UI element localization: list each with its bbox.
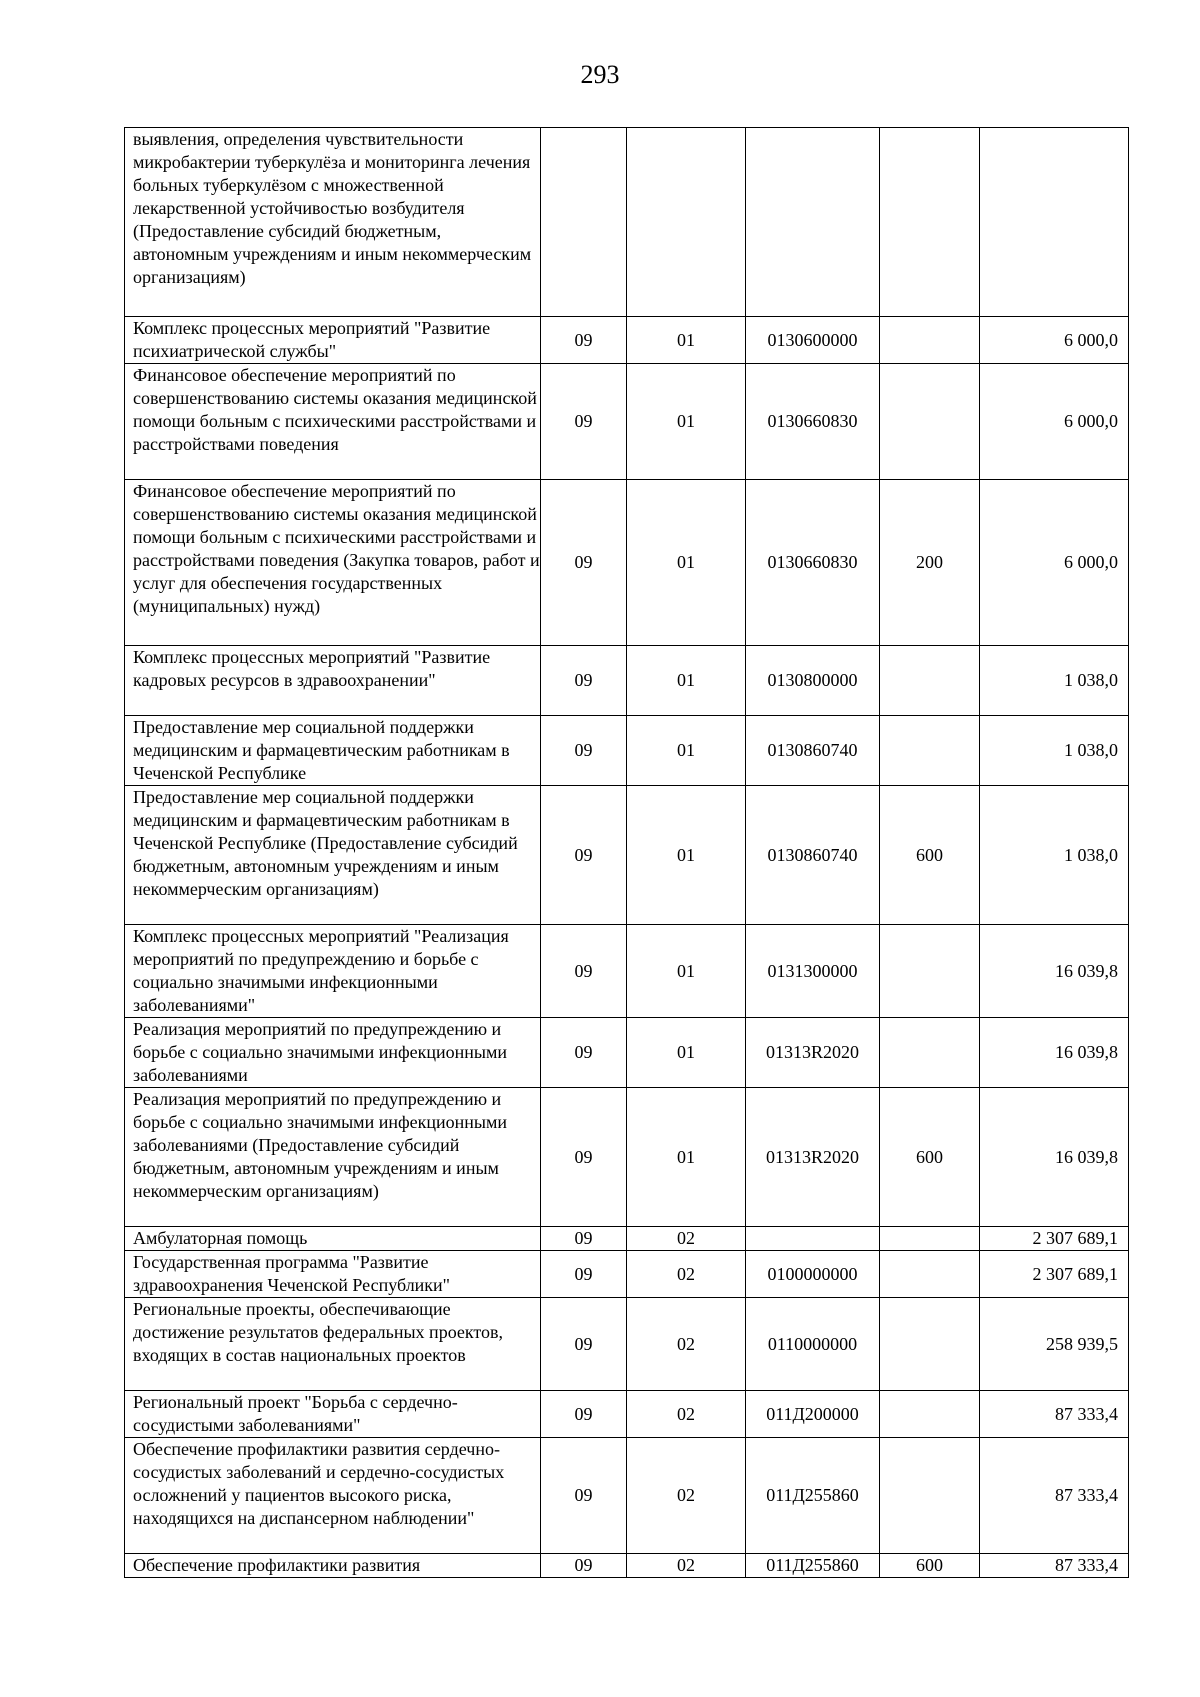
- cell-expense-type: [880, 317, 980, 364]
- cell-section: 09: [541, 1227, 627, 1251]
- cell-name: Государственная программа "Развитие здравоохранения Чеченской Республики": [125, 1251, 541, 1298]
- table-body: [125, 128, 1129, 1578]
- cell-name: Предоставление мер социальной поддержки медицинским и фармацевтическим работникам в Чеченской Республике: [125, 716, 541, 786]
- table-row: [125, 317, 1129, 364]
- cell-subsection: 01: [627, 716, 746, 786]
- table-row: [125, 1438, 1129, 1554]
- cell-amount: [980, 128, 1129, 317]
- cell-name: Реализация мероприятий по предупреждению и борьбе с социально значимыми инфекционными заболеваниями: [125, 1018, 541, 1088]
- table-row: [125, 1391, 1129, 1438]
- cell-name: Комплекс процессных мероприятий "Реализация мероприятий по предупреждению и борьбе с социально значимыми инфекционными заболеваниями": [125, 925, 541, 1018]
- cell-target-article: [746, 128, 880, 317]
- cell-amount: 6 000,0: [980, 317, 1129, 364]
- cell-section: 09: [541, 1391, 627, 1438]
- cell-subsection: 02: [627, 1438, 746, 1554]
- cell-target-article: 0130800000: [746, 646, 880, 716]
- cell-section: 09: [541, 1251, 627, 1298]
- cell-section: 09: [541, 646, 627, 716]
- cell-target-article: 011Д200000: [746, 1391, 880, 1438]
- cell-section: 09: [541, 1554, 627, 1578]
- cell-amount: 87 333,4: [980, 1438, 1129, 1554]
- cell-expense-type: 600: [880, 1088, 980, 1227]
- cell-amount: 6 000,0: [980, 364, 1129, 480]
- cell-section: 09: [541, 364, 627, 480]
- page-number: 293: [580, 60, 620, 89]
- cell-expense-type: [880, 1298, 980, 1391]
- cell-amount: 87 333,4: [980, 1554, 1129, 1578]
- cell-target-article: 0131300000: [746, 925, 880, 1018]
- cell-amount: 16 039,8: [980, 1018, 1129, 1088]
- cell-amount: 1 038,0: [980, 646, 1129, 716]
- cell-target-article: 0130660830: [746, 364, 880, 480]
- table-row: [125, 786, 1129, 925]
- cell-expense-type: 600: [880, 1554, 980, 1578]
- table-row: [125, 364, 1129, 480]
- cell-name: Комплекс процессных мероприятий "Развитие психиатрической службы": [125, 317, 541, 364]
- cell-expense-type: [880, 716, 980, 786]
- table-row: [125, 646, 1129, 716]
- budget-table: [124, 127, 1129, 1578]
- cell-expense-type: [880, 364, 980, 480]
- cell-expense-type: [880, 1391, 980, 1438]
- table-row: [125, 716, 1129, 786]
- table-row: [125, 1227, 1129, 1251]
- cell-subsection: 02: [627, 1251, 746, 1298]
- cell-target-article: 0130860740: [746, 716, 880, 786]
- cell-name: Предоставление мер социальной поддержки медицинским и фармацевтическим работникам в Чеченской Республике (Предоставление субсидий бюджетным, автономным учреждениям и иным некоммерческим организациям): [125, 786, 541, 925]
- table-row: [125, 480, 1129, 646]
- cell-subsection: 01: [627, 646, 746, 716]
- cell-amount: 1 038,0: [980, 786, 1129, 925]
- cell-subsection: 01: [627, 925, 746, 1018]
- cell-subsection: 01: [627, 364, 746, 480]
- cell-subsection: 01: [627, 480, 746, 646]
- cell-name: Финансовое обеспечение мероприятий по совершенствованию системы оказания медицинской помощи больным с психическими расстройствами и расстройствами поведения: [125, 364, 541, 480]
- cell-target-article: 0130600000: [746, 317, 880, 364]
- table-row: [125, 1018, 1129, 1088]
- cell-subsection: 01: [627, 786, 746, 925]
- cell-name: Амбулаторная помощь: [125, 1227, 541, 1251]
- cell-subsection: 02: [627, 1391, 746, 1438]
- cell-subsection: 02: [627, 1554, 746, 1578]
- cell-target-article: 0100000000: [746, 1251, 880, 1298]
- cell-subsection: [627, 128, 746, 317]
- cell-target-article: 0110000000: [746, 1298, 880, 1391]
- table-row: [125, 1298, 1129, 1391]
- cell-expense-type: 600: [880, 786, 980, 925]
- cell-expense-type: [880, 925, 980, 1018]
- table-row: [125, 925, 1129, 1018]
- cell-target-article: [746, 1227, 880, 1251]
- cell-section: 09: [541, 716, 627, 786]
- table-row: [125, 128, 1129, 317]
- cell-name: Обеспечение профилактики развития сердечно-сосудистых заболеваний и сердечно-сосудистых осложнений у пациентов высокого риска, находящихся на диспансерном наблюдении": [125, 1438, 541, 1554]
- cell-name: Реализация мероприятий по предупреждению и борьбе с социально значимыми инфекционными заболеваниями (Предоставление субсидий бюджетным, автономным учреждениям и иным некоммерческим организациям): [125, 1088, 541, 1227]
- cell-section: 09: [541, 786, 627, 925]
- cell-subsection: 02: [627, 1227, 746, 1251]
- cell-expense-type: [880, 128, 980, 317]
- cell-target-article: 0130660830: [746, 480, 880, 646]
- cell-target-article: 01313R2020: [746, 1018, 880, 1088]
- cell-expense-type: 200: [880, 480, 980, 646]
- cell-amount: 87 333,4: [980, 1391, 1129, 1438]
- cell-subsection: 02: [627, 1298, 746, 1391]
- cell-target-article: 011Д255860: [746, 1438, 880, 1554]
- cell-amount: 258 939,5: [980, 1298, 1129, 1391]
- cell-amount: 16 039,8: [980, 925, 1129, 1018]
- cell-name: Региональные проекты, обеспечивающие достижение результатов федеральных проектов, входящих в состав национальных проектов: [125, 1298, 541, 1391]
- cell-expense-type: [880, 1438, 980, 1554]
- cell-target-article: 01313R2020: [746, 1088, 880, 1227]
- cell-target-article: 0130860740: [746, 786, 880, 925]
- cell-expense-type: [880, 1251, 980, 1298]
- cell-section: 09: [541, 925, 627, 1018]
- cell-subsection: 01: [627, 1018, 746, 1088]
- cell-section: 09: [541, 1298, 627, 1391]
- cell-amount: 6 000,0: [980, 480, 1129, 646]
- cell-subsection: 01: [627, 317, 746, 364]
- cell-expense-type: [880, 1227, 980, 1251]
- cell-name: Региональный проект "Борьба с сердечно-сосудистыми заболеваниями": [125, 1391, 541, 1438]
- cell-section: 09: [541, 1438, 627, 1554]
- cell-expense-type: [880, 1018, 980, 1088]
- cell-subsection: 01: [627, 1088, 746, 1227]
- cell-section: [541, 128, 627, 317]
- cell-amount: 1 038,0: [980, 716, 1129, 786]
- cell-amount: 16 039,8: [980, 1088, 1129, 1227]
- cell-section: 09: [541, 1088, 627, 1227]
- cell-amount: 2 307 689,1: [980, 1227, 1129, 1251]
- cell-section: 09: [541, 480, 627, 646]
- cell-amount: 2 307 689,1: [980, 1251, 1129, 1298]
- cell-name: Комплекс процессных мероприятий "Развитие кадровых ресурсов в здравоохранении": [125, 646, 541, 716]
- table-row: [125, 1554, 1129, 1578]
- cell-section: 09: [541, 1018, 627, 1088]
- cell-section: 09: [541, 317, 627, 364]
- table-row: [125, 1251, 1129, 1298]
- cell-name: выявления, определения чувствительности микробактерии туберкулёза и мониторинга лечения больных туберкулёзом с множественной лекарственной устойчивостью возбудителя (Предоставление субсидий бюджетным, автономным учреждениям и иным некоммерческим организациям): [125, 128, 541, 317]
- cell-name: Обеспечение профилактики развития: [125, 1554, 541, 1578]
- cell-target-article: 011Д255860: [746, 1554, 880, 1578]
- cell-expense-type: [880, 646, 980, 716]
- table-row: [125, 1088, 1129, 1227]
- cell-name: Финансовое обеспечение мероприятий по совершенствованию системы оказания медицинской помощи больным с психическими расстройствами и расстройствами поведения (Закупка товаров, работ и услуг для обеспечения государственных (муниципальных) нужд): [125, 480, 541, 646]
